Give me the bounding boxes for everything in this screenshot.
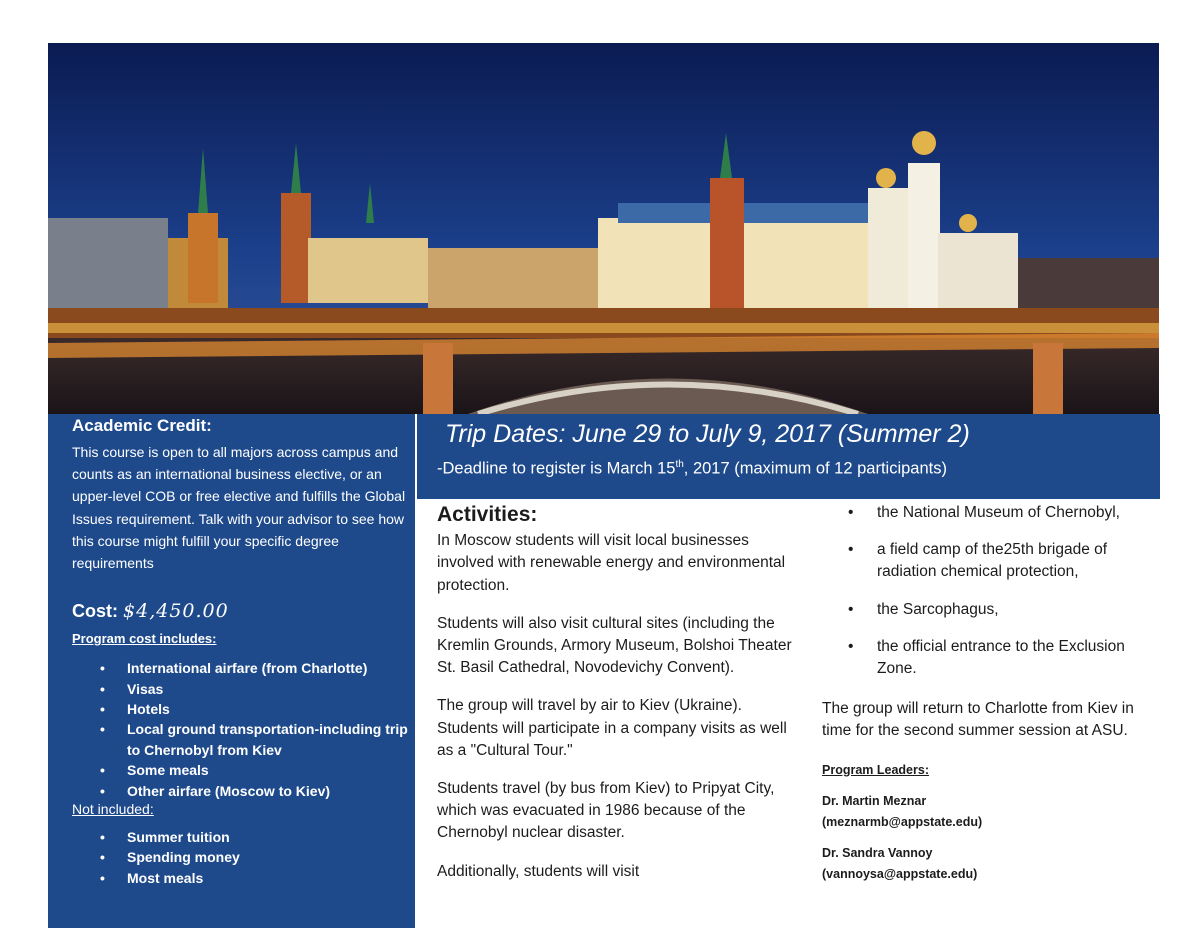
trip-banner	[417, 414, 1160, 499]
leader-name: Dr. Sandra Vannoy	[822, 845, 933, 860]
visits-list	[822, 502, 1154, 680]
list-item: • the official entrance to the Exclusion Zone.	[822, 636, 1154, 680]
academic-sidebar	[48, 414, 415, 928]
activities-column	[437, 504, 797, 899]
deadline-prefix: -Deadline to register is March 15	[437, 459, 676, 478]
leader-email: (meznarmb@appstate.edu)	[822, 814, 983, 829]
list-item: • Local ground transportation-including trip to Chernobyl from Kiev	[72, 719, 408, 760]
list-item: • Summer tuition	[72, 827, 408, 847]
cost-line	[72, 600, 408, 622]
leader-email: (vannoysa@appstate.edu)	[822, 866, 978, 881]
chernobyl-column	[822, 502, 1154, 885]
activities-paragraph: The group will travel by air to Kiev (Ukraine). Students will participate in a company visits as well as a "Cultural Tour."	[437, 697, 787, 759]
list-item: • Spending money	[72, 847, 408, 867]
leader-name: Dr. Martin Meznar	[822, 793, 927, 808]
list-item: • the National Museum of Chernobyl,	[822, 502, 1154, 524]
cost-label: Cost:	[72, 601, 118, 622]
list-item: • Other airfare (Moscow to Kiev)	[72, 781, 408, 801]
list-item: • Some meals	[72, 760, 408, 780]
leaders-heading: Program Leaders:	[822, 762, 929, 777]
leader-entry	[822, 791, 1154, 833]
list-item: • the Sarcophagus,	[822, 599, 1154, 621]
academic-credit-text: This course is open to all majors across campus and counts as an international business elective, or an upper-level COB or free elective and fulfills the Global Issues requirement. Talk with your advisor to see how this course might fulfill your specific degree requirements	[72, 444, 406, 572]
activities-paragraph: Students will also visit cultural sites (including the Kremlin Grounds, Armory Museum, Bolshoi Theater St. Basil Cathedral, Novodevichy Convent).	[437, 614, 792, 677]
includes-list	[72, 658, 408, 801]
return-text: The group will return to Charlotte from Kiev in time for the second summer session at ASU.	[822, 700, 1134, 740]
not-included-list	[72, 827, 408, 888]
list-item: • Visas	[72, 679, 408, 699]
activities-paragraph: Additionally, students will visit	[437, 862, 640, 880]
activities-paragraph: Students travel (by bus from Kiev) to Pripyat City, which was evacuated in 1986 because of the Chernobyl nuclear disaster.	[437, 780, 775, 842]
activities-heading: Activities:	[437, 503, 538, 526]
hero-photo	[48, 43, 1159, 414]
list-item: • a field camp of the25th brigade of radiation chemical protection,	[822, 539, 1154, 583]
cost-value: $4,450.00	[123, 600, 229, 623]
includes-heading: Program cost includes:	[72, 631, 217, 647]
list-item: • International airfare (from Charlotte)	[72, 658, 408, 678]
deadline-suffix: , 2017 (maximum of 12 participants)	[683, 459, 947, 478]
not-included-heading: Not included:	[72, 801, 154, 818]
leader-entry	[822, 843, 1154, 885]
trip-dates: Trip Dates: June 29 to July 9, 2017 (Summer 2)	[445, 420, 970, 448]
deadline-text	[437, 459, 947, 479]
list-item: • Most meals	[72, 868, 408, 888]
kremlin-night-photo	[48, 43, 1159, 414]
academic-credit-heading: Academic Credit:	[72, 416, 212, 435]
list-item: • Hotels	[72, 699, 408, 719]
activities-paragraph: In Moscow students will visit local businesses involved with renewable energy and environmental protection.	[437, 532, 786, 594]
deadline-sup: th	[675, 459, 684, 470]
